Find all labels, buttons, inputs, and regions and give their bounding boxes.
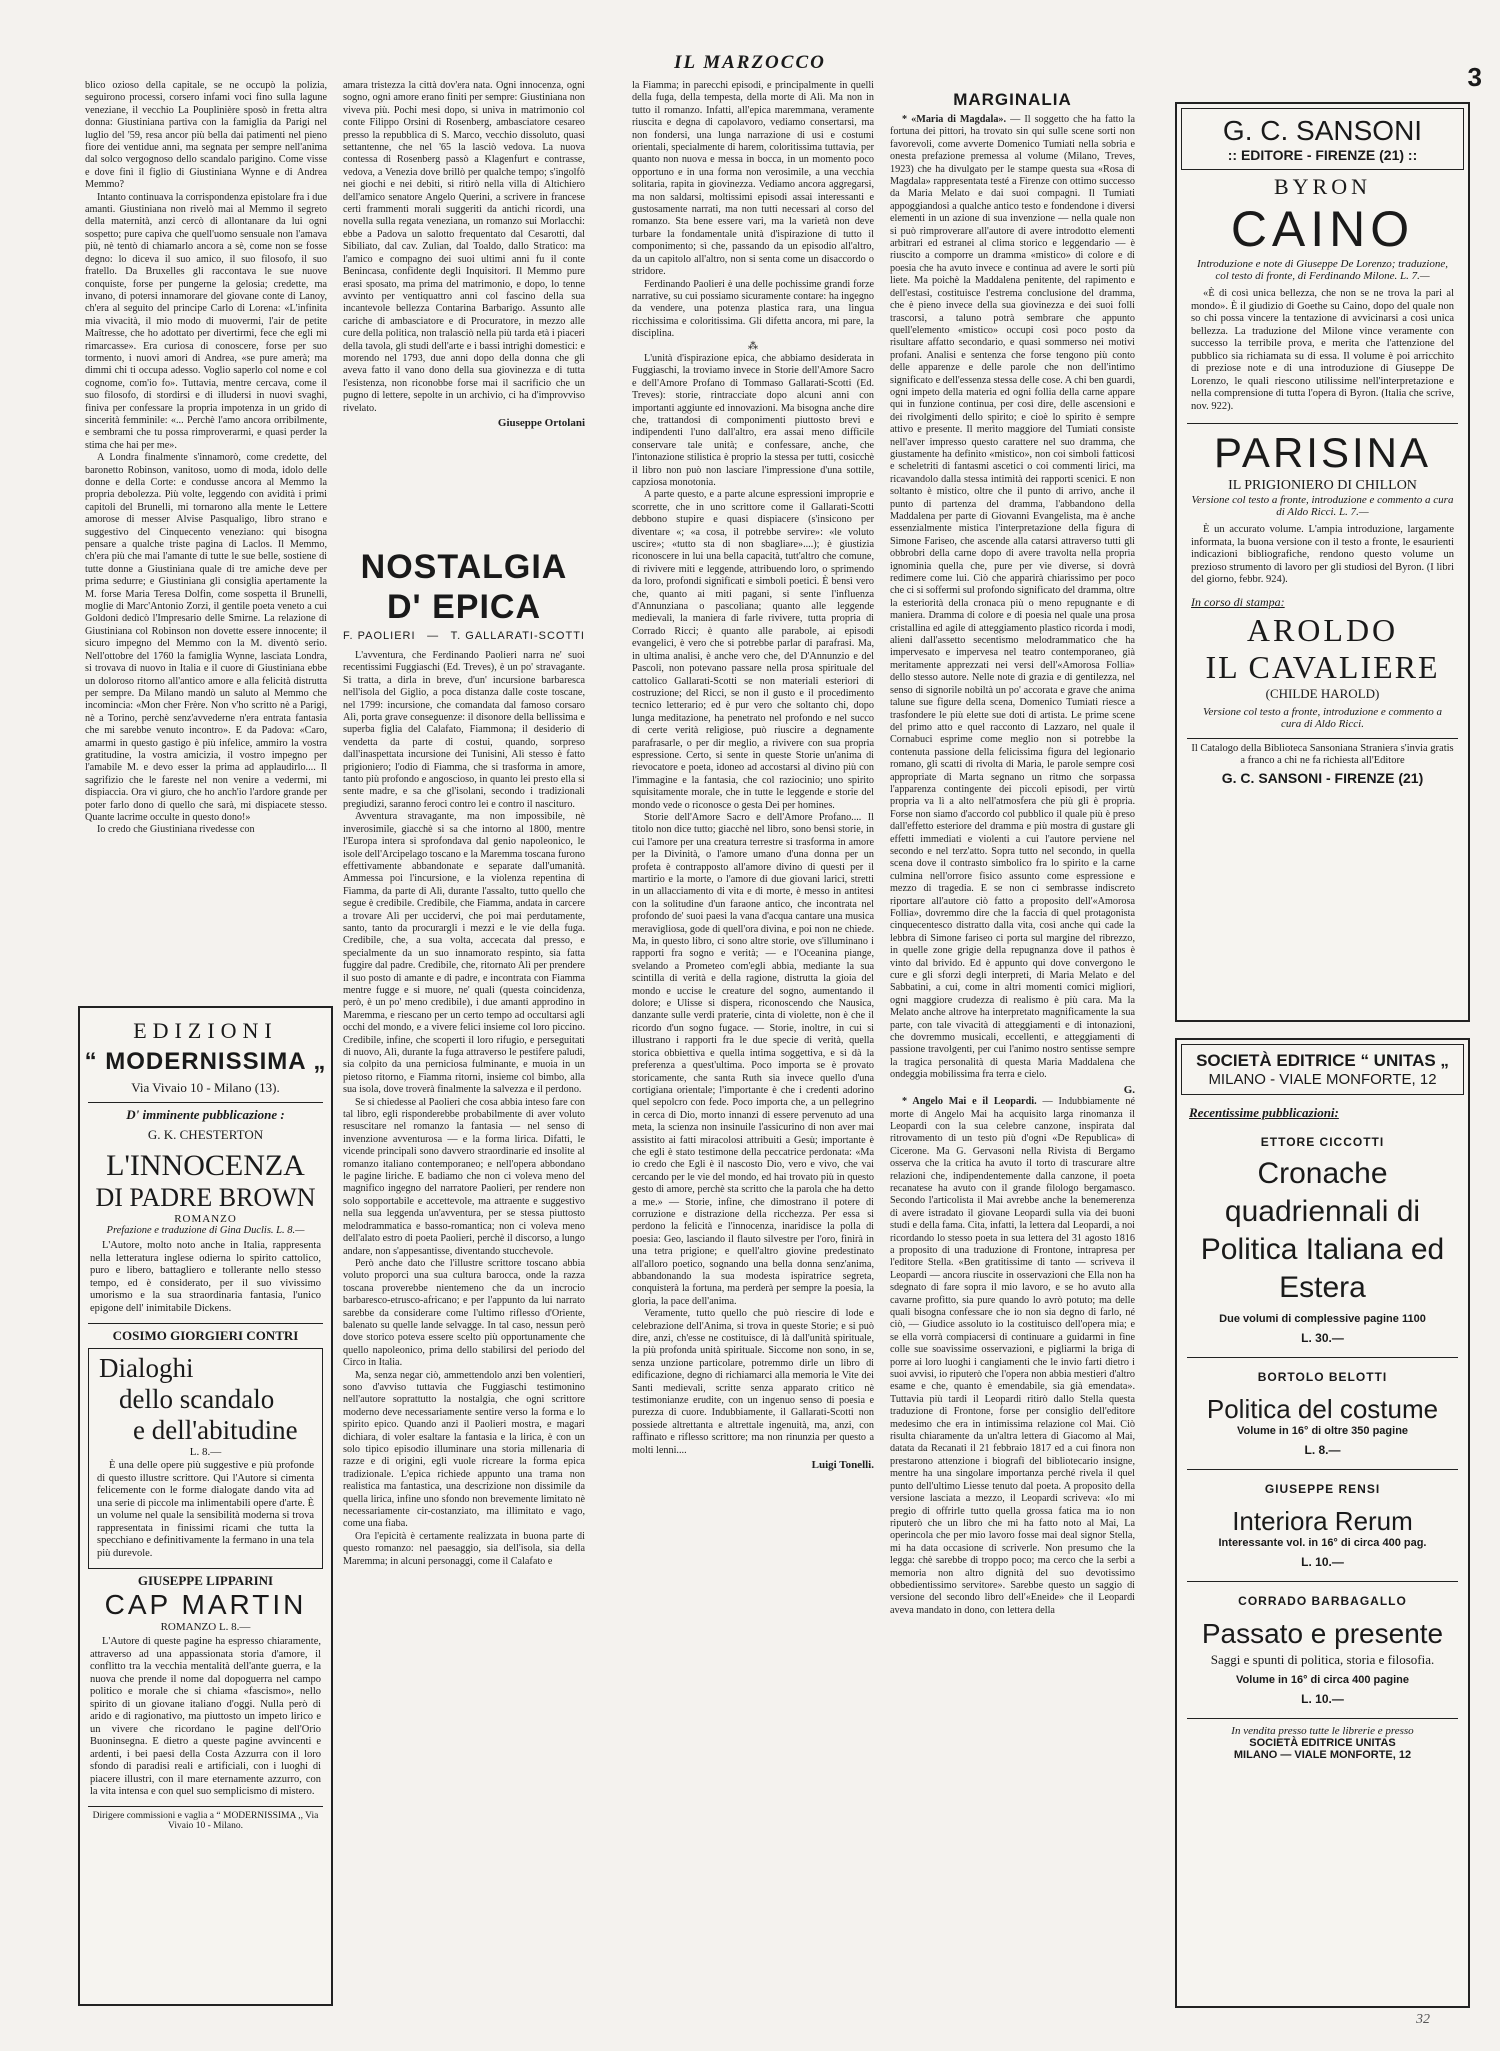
book-author: ETTORE CICCOTTI: [1260, 1135, 1385, 1149]
book-genre: ROMANZO L. 8.—: [160, 1621, 251, 1633]
paragraph: Intanto continuava la corrispondenza epistolare fra i due amanti. Giustiniana non rivelò mai al Memmo il segreto della maternità, anzi cercò di allontanare da lui ogni sospetto; pure capiva che quell'uomo sensuale non l'amava più, nè tentò di chiamarlo ancora a sè, come non se fosse degno: lo diceva il suo amico, il suo filosofo, il suo fratello. Da Bruxelles gli raccontava le sue nuove conquiste, forse per pungerne la gelosia; credette, ma invano, di potersi innamorare del giovane conte di Lanoy, ch'era al seguito del principe Carlo di Lorena: «L'infinita mia vivacità, il mio modo di muovermi, l'air de petite Maîtresse, che ho adottato per divertirmi, fece che egli mi rimarcasse». Era curiosa di conoscere, forse per suo tormento, i nuovi amori di Andrea, «se pure amerà; ma dimmi chi ti occupa adesso. Voglio saperlo col nome e col cognome, com'io fo». Tuttavia, mentre cercava, come il suo filosofo, di stordirsi e di illudersi in nuovi svaghi, finiva per confessare la propria impotenza in un grido di sincerità femminile: «... Perchè l'amo ancora orribilmente, e sembrami che tu possa rimproverarmi, e quasi perder la stima che hai per me».: [85, 191, 327, 451]
book-author: CORRADO BARBAGALLO: [1238, 1594, 1407, 1608]
book-title: IL CAVALIERE: [1205, 648, 1440, 685]
paragraph: A Londra finalmente s'innamorò, come credette, del baronetto Robinson, vanitoso, uomo di moda, idolo delle donne e della Corte: e condusse ancora al Memmo la propria debolezza. Più volte, leggendo con avidità i primi capitoli del Brunelli, mi tornarono alla mente le Lettere amorose di messer Alvise Pasqualigo, libro strano e suggestivo del Cinquecento veneziano: qui bisogna pensare a qualche triste pagina di Laclos. Il Memmo, ch'era più che mai l'amante di tutte le sue belle, sostiene di tutte donne a Giustiniana quale di tre amiche deve per prima sedurre; e Giustiniana gli consiglia apertamente la M. forse Maria Teresa Dolfin, come sospetta il Brunelli, moglie di Marc'Antonio Zorzi, il gentile poeta veneto a cui Goldoni dedicò l'Impresario delle Smirne. La relazione di Giustiniana col Robinson non dovette essere innocente; il sicuro impegno del Memmo con la M. diventò serio. Nell'ottobre del 1760 la famiglia Wynne, lasciata Londra, si trovava di nuovo in Italia e il cuore di Giustiniana ebbe un doloroso ritorno all'antico amore e alla felicità distrutta per sempre. Da Milano mandò un saluto al Memmo che incomincia: «Mon cher Frère. Non v'ho scritto nè a Parigi, nè a Torino, perchè senz'avvederne n'era entrata fantasia che mi sarebbe venuto incontro». E da Padova: «Caro, amarmi in questo gastigo è più infelice, ammiro la vostra gratitudine, la vostra amicizia, il vostro impegno per l'amabile M. e devo esser la prima ad applaudirlo.... Il sagrifizio che le fareste nel non venire a vedermi, mi dispiaccia. Ora vi giuro, che ho anch'io l'ardore grande per poter farlo dono di quello che sarà, mi dispiacete stesso. Quante lacrime occulte in questo dono!»: [85, 452, 327, 823]
book-info: Due volumi di complessive pagine 1100: [1219, 1313, 1426, 1325]
book-title: Politica del costume: [1206, 1394, 1439, 1424]
ad-sansoni: [1175, 102, 1470, 1022]
book-title: e dell'abitudine: [133, 1415, 298, 1445]
book-title: Interiora Rerum: [1232, 1506, 1413, 1536]
page-number: 3: [1467, 62, 1482, 92]
paragraph: [890, 114, 1135, 1082]
book-subtitle: Saggi e spunti di politica, storia e filosofia.: [1210, 1652, 1435, 1667]
book-info: Versione col testo a fronte, introduzione e commento a cura di Aldo Ricci. L. 7.—: [1191, 494, 1454, 518]
article-headline: D' EPICA: [387, 588, 541, 626]
book-author: GIUSEPPE LIPPARINI: [137, 1573, 274, 1588]
author-signature: Giuseppe Ortolani: [497, 416, 585, 429]
book-genre: ROMANZO: [174, 1213, 237, 1225]
book-title: CAP MARTIN: [104, 1589, 307, 1620]
paragraph: Veramente, tutto quello che può riescire di lode e celebrazione dell'Anima, si trova in queste Storie; e si può dire, anzi, ch'esse ne costituisce, di là dall'unità spirituale, la più profonda unità spirituale. Siccome non sono, in se, senza unzione particolare, potremmo dirle un libro di edificazione, degno di richiamarci alla memoria le Vite dei Santi medievali, scritte senza apparato critico nè testimonianze erudite, con un ingenuo senso di poesia e purezza di cuore. Indubbiamente, il Gallarati-Scotti non possiede altrettanta e altrettale ingenuità, ma, anzi, con raffinato e riflesso scrittore; ma non rinunzia per questo a molti lenni....: [632, 1308, 874, 1456]
book-author: COSIMO GIORGIERI CONTRI: [112, 1328, 299, 1343]
publisher-address: Via Vivaio 10 - Milano (13).: [131, 1080, 280, 1095]
paragraph: Però anche dato che l'illustre scrittore toscano abbia voluto proporci una sua cultura barocca, onde la razza toscana proverebbe nientemeno che da un incrocio barbaresco-etrusco-africano; e per l'appunto da lui narrato sarebbe da considerare come l'ultimo riflesso d'Oriente, balenato su quelle lande selvagge. In tal caso, nessun però dove storico poteva essere scelto più opportunamente che quello napoleonico, prima dello stabilirsi del periodo del Circo in Italia.: [343, 1257, 585, 1369]
book-author: BYRON: [1273, 174, 1371, 199]
paragraph: [890, 1096, 1135, 1617]
column-1-article: [85, 80, 327, 1002]
book-price: L. 8.—: [189, 1446, 222, 1458]
publisher-name: G. C. SANSONI: [1222, 115, 1423, 146]
book-description: L'Autore, molto noto anche in Italia, rappresenta nella letteratura inglese odierna lo spirito cattolico, puro e libero, battagliero e tollerante nello stesso tempo, ed è considerato, per il suo vivissimo umorismo e la sua straordinaria fantasia, l'unico epigone dell' inimitabile Dickens.: [90, 1240, 321, 1314]
paragraph: la Fiamma; in parecchi episodi, e principalmente in quelli della fuga, della tempesta, della morte di Alì. Ma non in tutto il romanzo. Infatti, all'epica maremmana, veramente riuscita e degna di capolavoro, vediamo consertarsi, ma non fondersi, una lunga narrazione di usi e costumi orientali, specialmente di harem, coloritissima tuttavia, per quanto non nuova e messa in bocca, in un momento poco opportuno e in una forma non verosimile, a una vecchia solitaria, rapita in giovinezza. Vediamo ancora aggregarsi, ma non saldarsi, moltissimi episodi assai interessanti e gustosamente narrati, ma non tutti necessari al corso del romanzo. Sta bene essere vari, ma la varietà non deve turbare la fondamentale unità d'ispirazione di tutto il componimento; sì che, passando da un episodio all'altro, da un capitolo all'altro, non si senta come un disaccordo o stridore.: [632, 80, 874, 278]
byline-author: F. PAOLIERI: [343, 630, 416, 642]
publisher-address: MILANO - VIALE MONFORTE, 12: [1208, 1071, 1437, 1088]
article-byline: [343, 630, 585, 642]
column-2-article-end: [343, 80, 585, 508]
book-info: Volume in 16° di oltre 350 pagine: [1236, 1425, 1409, 1437]
book-price: L. 30.—: [1301, 1331, 1344, 1345]
section-separator: ⁂: [747, 340, 759, 352]
paragraph: Avventura stravagante, ma non impossibile, nè inverosimile, giacchè si sa che intorno al 1800, mentre l'Europa intera si sprofondava dal genio napoleonico, le isole dell'Arcipelago toscano e la Maremma toscana furono effettivamente abbandonate e separate dall'umanità. Ammessa poi l'incursione, e la violenza repentina di Fiamma, da parte di Alì, durante l'assalto, tutto quello che segue è credibile. Credibile, che Fiamma, andata in carcere a trovare Alì per uccidervi, che poi mai perdutamente, santo, tanto da procurargli i mezzi e le vie della fuga. Credibile, che, a sua volta, accecata dal presso, e specialmente da un suo innamorato respinto, sia fatta fuggire dal padre. Credibile, che, ritornato Alì per prendere il suo posto di amante e di padre, e incontrata con Fiamma mentre fugge e si muore, ne' quali (questa coincidenza, però, è un po' meno credibile), i due amanti approdino in Maremma, e riescano per un certo tempo ad occultarsi agli occhi del mondo, e a vivere felici insieme col loro piccino. Credibile, infine, che scoperti il loro rifugio, e perseguitati di nuovo, Alì, durante la fuga attraverso le pestifere paludi, sia colpito da una perniciosa fulminante, e muoia in un pietoso ritorno, e Fiamma ritorni, insieme col bimbo, alla sua isola, dove troverà finalmente la salvezza e il perdono.: [343, 811, 585, 1096]
book-info: Interessante vol. in 16° di circa 400 pag.: [1218, 1537, 1427, 1549]
publisher-name: “ MODERNISSIMA „: [84, 1048, 327, 1075]
book-description: L'Autore di queste pagine ha espresso chiaramente, attraverso ad una appassionata storia d'amore, il conflitto tra la vecchia mentalità dell'ante guerra, e la nuova che prende il nome dal dopoguerra nel campo politico e morale che si chiama «fascismo», nello spirito di un giovane italiano d'oggi. Nulla però di arido e di ragionativo, ma piuttosto un impeto lirico e un vivere che ricordano le pagine dell'Orio Buoninsegna. E dietro a queste pagine avvincenti e ardenti, i bei paesi della Costa Azzurra con il loro sfondo di paradisi reali e artificiali, con i luoghi di piacere illustri, con il mare eternamente azzurro, con la vita intensa e con quel suo semplicismo di mistero.: [90, 1636, 321, 1797]
book-price: L. 10.—: [1301, 1692, 1344, 1706]
recent-label: Recentissime pubblicazioni:: [1189, 1105, 1339, 1120]
paragraph-body: — Indubbiamente né morte di Angelo Mai ha acquisito larga rinomanza il Leopardi con la sua celebre canzone, inspirata dal ritrovamento di un testo più d'ogni «De Republica» di Cicerone. Ma G. Gervasoni nella Rivista di Bergamo osserva che la critica ha avuto il torto di trascurare altre relazioni che, indipendentemente dalla canzone, il poeta recanatese ha avuto con il grande filologo bergamasco. Secondo l'articolista il Mai avrebbe anche la benemerenza di avere istradato il giovane Leopardi sulla via dei buoni studi e della fama. Cita, infatti, la lettera dal Leopardi, a noi ricordando lo stesso poeta in sua lettera del 31 agosto 1816 a proposito di una traduzione di Frontone, intrapresa per l'editore Stella. «Ben gratitissime di tanto — scriveva il Leopardi — ancora riuscite in osservazioni che Ella non ha sdegnato di fare sopra il mio lavoro, e se ho avuto alla cavarne profitto, sia pure quando lo avrò potuto; ma delle quali bisogna confessare che io non sia degno di farlo, né ciò, — Giudice assoluto io la costituisco dell'opera mia; e se ella vorrà compiacersi di continuare a guidarmi in fine colle sue soavissime osservazioni, e pigliarmi la briga di porre ai loro luoghi i cangiamenti che le invio farti dietro i suoi avvisi, io riputerò che l'opera non abbia mestieri d'altro esame e che, quanto è emendabile, sia già emendata». Tuttavia più tardi il Leopardi ritirò dallo Stella questa traduzione di Frontone, forse per consiglio dell'editore medesimo che era in intimissima relazione col Mai. Ciò risulta chiaramente da un'altra lettera di Giacomo al Mai, datata da Recanati il 21 febbraio 1817 ed a cui finora non prestarono attenzione i biografi del bibliotecario insigne, mentre ha una singolare importanza perché rivela il quel punto dell'ultimo Liesse tenuto dal poeta. A proposito della versione lasciata a mezzo, il Leopardi scriveva: «Io mi pregio di offrirle tutto quella grossa fatica ma io non riputerò che un libro che mi ha fatto noto al Mai, La operincola che per mio lavoro fosse mai deal signor Stella, mi ha data occasione di scriverle. Non presumo che la legga: chè sarebbe di troppo poco; ma cerco che la serbi a memoria non altro dignità del suo devotissimo obbedientissimo servitore». Sarebbe questo un saggio di versione del secondo libro dell'«Eneide» che il Leopardi aveva mandato in dono, con lettera della: [890, 1096, 1135, 1616]
book-author: GIUSEPPE RENSI: [1264, 1482, 1381, 1496]
publisher-name: SOCIETÀ EDITRICE “ UNITAS „: [1196, 1051, 1449, 1070]
paragraph-lead: * Angelo Mai e il Leopardi.: [902, 1096, 1037, 1108]
book-subtitle: (CHILDE HAROLD): [1265, 685, 1380, 701]
book-price: L. 8.—: [1304, 1443, 1341, 1457]
ad-footer: In vendita presso tutte le librerie e presso: [1231, 1725, 1414, 1737]
article-headline: NOSTALGIA: [360, 548, 568, 586]
byline-author: T. GALLARATI-SCOTTI: [450, 630, 585, 642]
section-title: MARGINALIA: [953, 90, 1072, 109]
ad-footer: MILANO — VIALE MONFORTE, 12: [1233, 1749, 1412, 1761]
book-info: Versione col testo a fronte, introduzione e commento a cura di Aldo Ricci.: [1202, 705, 1442, 730]
book-title: CAINO: [1230, 201, 1415, 257]
book-title: L'INNOCENZA: [106, 1149, 305, 1182]
newspaper-title: IL MARZOCCO: [674, 52, 826, 73]
paragraph: blico ozioso della capitale, se ne occupò la polizia, seguirono processi, corsero infami voci fino sulla lagune veneziane, il vecchio La Pouplinière sposò in fretta altra donna: Giustiniana partiva con la famiglia da Parigi nel luglio del '59, resa ancor più bella dai patimenti nel pieno fiore dei ventidue anni, ma segnata per sempre nell'anima dal solco vergognoso dello scandalo parigino. Come visse e dove finì il figlio di Giustiniana Wynne e di Andrea Memmo?: [85, 80, 327, 191]
book-price: L. 10.—: [1301, 1555, 1344, 1569]
paragraph: Ora l'epicità è certamente realizzata in buona parte di questo romanzo: nel paesaggio, sia dell'isola, sia della Maremma; in alcuni personaggi, come il Calafato e: [343, 1530, 585, 1567]
catalog-note: Il Catalogo della Biblioteca Sansoniana Straniera s'invia gratis a franco a chi ne fa richiesta all'Editore: [1191, 742, 1454, 766]
paragraph: amara tristezza la città dov'era nata. Ogni innocenza, ogni sogno, ogni amore erano finiti per sempre: Giustiniana non viveva più. Pochi mesi dopo, si univa in matrimonio col conte Filippo Orsini di Rosenberg, ambasciatore cesareo presso la repubblica di S. Marco, vecchio dissoluto, quasi settantenne, che nel '65 la lasciò vedova. La nuova contessa di Rosenberg passò a Klagenfurt e contrasse, vedova, a Venezia dove brillò per qualche tempo; s'ingolfò nei giochi e nei debiti, si ritirò nella villa di Altichiero dell'amico senatore Angelo Querini, a scrivere in francese certi frammenti morali suggeriti da antichi ricordi, una novella sulla regata veneziana, un romanzo sui Morlacchi: ebbe a Padova un salotto frequentato dal Cesarotti, dal Sibiliato, dal cav. Zulian, dal Toaldo, dallo Stratico: ma l'amico e compagno dei suoi ultimi anni fu il conte Benincasa, confidente degli Inquisitori. Il Memmo pure erasi sposato, ma prima del matrimonio, e dopo, lo tenne avvinto per ventiquattro anni col fascino della sua incantevole bellezza Contarina Barbarigo. Assunto alle cariche di ambasciatore e di Procuratore, in mezzo alle cure della politica, non tralasciò nella più tarda età i piaceri della tavola, gli studi dell'arte e i bassi intrighi domestici: e morendo nel 1793, due anni dopo della donna che gli aveva fatto il vano dono della sua giovinezza e di tutta l'esistenza, non riconobbe forse mai il sacrificio che un pugno di lettere, sepolte in un archivio, ci ha d'improvviso rivelato.: [343, 80, 585, 414]
paragraph: L'unità d'ispirazione epica, che abbiamo desiderata in Fuggiaschi, la troviamo invece in Storie dell'Amore Sacro e dell'Amore Profano di Tommaso Gallarati-Scotti (Ed. Treves): storie, rintracciate dopo alcuni anni con importanti aggiunte ed innovazioni. Ma bisogna anche dire che, trattandosi di componimenti piuttosto brevi e indipendenti l'uno dall'altro, era assai meno difficile conservare tale unità; e confessare, anche, che l'intonazione stilistica è proprio la stessa per tutti, cosicchè il libro non può non lasciare l'impressione d'una sottile, capziosa monotonia.: [632, 352, 874, 488]
book-description: È un accurato volume. L'ampia introduzione, largamente informata, la buona versione con il testo a fronte, le esaurienti indicazioni bibliografiche, rendono questo volume un prezioso strumento di lavoro per gli studiosi del Byron. (I libri del giorno, febbr. 924).: [1191, 524, 1454, 585]
book-title: Cronache quadriennali di Politica Italiana ed Estera: [1200, 1157, 1445, 1304]
author-signature: Luigi Tonelli.: [811, 1459, 874, 1472]
in-press-label: In corso di stampa:: [1191, 594, 1285, 609]
book-info: Introduzione e note di Giuseppe De Lorenzo; traduzione, col testo di fronte, di Ferdinando Milone. L. 7.—: [1197, 258, 1448, 282]
book-title: PARISINA: [1214, 429, 1431, 476]
paragraph: Se si chiedesse al Paolieri che cosa abbia inteso fare con tal libro, egli risponderebbe probabilmente di aver voluto resuscitare nel romanzo la fantasia — nel senso di invenzione avventurosa — e la forma lirica. Difatti, le vicende principali sono davvero straordinarie ed insolite al romanzo italiano contemporaneo; e nell'opera abbondano le pagine liriche. E badiamo che non ci voleva meno del magnifico ingegno del narratore Paolieri, per rendere non solo sopportabile e accettevole, ma attraente e suggestivo nella sua leggenda un'avventura, per se stessa piuttosto melodrammatica e basso-romantica; non ci voleva meno dell'alato estro di poeta Paolieri, perchè il discorso, a lungo andare, non s'appesantisse, diventando stucchevole.: [343, 1096, 585, 1257]
book-title: dello scandalo: [119, 1384, 275, 1414]
imminent-label: D' imminente pubblicazione :: [126, 1107, 285, 1122]
ad-unitas: [1175, 1038, 1470, 2008]
book-subtitle: IL PRIGIONIERO DI CHILLON: [1228, 478, 1417, 493]
paragraph: Ferdinando Paolieri è una delle pochissime grandi forze narrative, su cui possiamo sicuramente contare: ha ingegno da vendere, una potenza plastica rara, una lingua ricchissima e coloritissima. Gli difetta ancora, mi pare, la disciplina.: [632, 278, 874, 340]
paragraph: Io credo che Giustiniana rivedesse con: [97, 824, 255, 836]
publisher-address: :: EDITORE - FIRENZE (21) ::: [1227, 147, 1418, 163]
book-author: BORTOLO BELOTTI: [1257, 1370, 1388, 1384]
book-title: Dialoghi: [99, 1353, 194, 1383]
corner-mark: 32: [1416, 2012, 1430, 2027]
paragraph-body: — Il soggetto che ha fatto la fortuna dei pittori, ha trovato sin qui sulle scene sorti non favorevoli, come avverte Domenico Tumiati nella sobria e onesta prefazione premessa al volume (Milano, Treves, 1923) che ha divulgato per le stampe questa sua «Rosa di Magdala» rappresentata testé a Firenze con ottimo successo da Maria Melato e dai suoi compagni. Il Tumiati appoggiandosi a qualche antico testo e fondendone i diversi elementi in un azione di sua invenzione — nella quale non si può rimproverare all'autore di avere introdotto elementi arbitrari ed estranei al clima storico e leggendario — è riuscito a comporre un dramma «mistico» di colore e di poesia che ha avuto invece e continua ad avere le sorti più liete. Ma poichè la Maddalena penitente, del rapimento e dell'estasi, costituisce l'estrema conclusione del dramma, che è pieno invece della sua giovinezza e dei suoi folli trascorsi, a taluno potrà sembrare che appunto quell'elemento «mistico» occupi così poco posto da risultare affatto secondario, e quasi sommerso nei motivi profani. Analisi e sentenza che forse tengono più conto delle apparenze e delle parole che non dell'intimo significato e dell'essenza stessa delle cose. A chi ben guardi, ogni impeto della materia ed ogni follia della carne appare qui in funzione continua, per così dire, delle ascensioni e dei rivolgimenti dello spirito; e cioè lo spirito è sempre attivo e presente. Il merito maggiore del Tumiati consiste nell'aver impresso questo carattere nel suo dramma, che giustamente ha definito «mistico», non coi simboli fatticosi e scheletriti di fantasmi ascetici o coi commenti lirici, ma ricavandolo dalla stessa intimità dei rapporti scenici. E non soltanto è mistico, oltre che il punto di arrivo, anche il punto di partenza del dramma, l'abbandono della Maddalena per parte di Giovanni Evangelista, ma è anche essenzialmente mistica l'interpretazione della figura di Simone Fariseo, che ascende alla catarsi attraverso tutti gli obbrobri della carne dopo di avere travolta nella propria ignominia quella che, pure per vie diverse, si dovrà redimere come lui. Ciò che apparirà chiarissimo per poco che ci si soffermi sul profondo significato del dramma, oltre la esteriorità della cronaca più o meno repugnante e di maniera. Dramma di colore e di poesia nel quale una prosa cristallina ed agile di atteggiamento plastico ricorda i modi, alieni dall'assetto secentismo melodrammatico che ha impervesato e impervesa nel teatro contemporaneo, già meritamente apprezzati nei versi dell'«Amorosa Follia» dello stesso autore. Nelle note di grazia e di gentilezza, nel senso di signorile nobiltà un po' accorata e grave che anima talune sue figure della scena, Domenico Tumiati riesce a trasfondere le più elette sue doti di artista. Le prime scene del primo atto e quel racconto di Lazzaro, nel quale il Cornabuci esprime come meglio non si potrebbe la contenuta passione della felicissima figura del legionario romano, gli scatti di rivolta di Maria, le parole sempre così appropriate di Marta segnano un ritmo che sorpassa l'apparenza contingente dei piccoli episodi, per virtù propria va lì a alto nell'atmosfera che più gli è propria. Forse non siamo d'accordo col pubblico il quale più è preso dall'effetto esteriore del dramma e più mostra di gustare gli effetti immediati e violenti a cui l'autore perviene nel secondo e nel terz'atto. Sopra tutto nel secondo, in quella scena dove il contrasto simbolico fra lo spirito e la carne culmina nell'orrore fisico assunto come espressione e mezzo di tragedia. E se non ci sembrasse indiscreto riportare all'autore ciò fatto a proposito dell'«Amorosa Follia», dovremmo dire che la faccia di quel protagonista cinquecentesco distratto dalla vita, così anche qui cade la lebbra di Simone fariseo ci porta sul margine del ribrezzo, in quelle zone grigie della repugnanza dove il pathos è vinto dal brivido. Ed è appunto qui dove convergono le cure e gli sforzi degli interpreti, di Maria Melato e del Sabbatini, a cui, come in altri momenti comici migliori, ogni maggiore crudezza di realismo è più cara. Ma la Melato anche altrove ha interpretato magnificamente la sua parte, con tale vivacità di atteggiamenti e di intonazioni, che dovremmo musicali, eccellenti, e atteggiamenti di passione travolgenti, per cui l'animo nostro sentisse sempre la tragica personalità di questa Maria Maddalena che ondeggia mobilissima fra terra e cielo.: [890, 114, 1135, 1081]
book-info: Prefazione e traduzione di Gina Duclis. L. 8.—: [106, 1225, 305, 1236]
paragraph: L'avventura, che Ferdinando Paolieri narra ne' suoi recentissimi Fuggiaschi (Ed. Treves), è un po' stravagante. Si tratta, a dirla in breve, d'un' incursione barbaresca nell'isola del Giglio, a poca distanza dalle coste toscane, nel 1799: incursione, che comandata dal famoso corsaro Alì, porta grave conseguenze: il disonore della bellissima e superba figlia del Calafato, Fiammona; il desiderio di vendetta da parte di costui, quando, sorpreso dall'inaspettata incursione dei Tunisini, Alì stesso è fatto prigioniero; l'odio di Fiamma, che si trasforma in amore, tanto più profondo e angoscioso, in quanto lei presto ella si sente madre, e sa che gl'isolani, secondo i tradizionali pregiudizi, saranno feroci contro lei e contro il nascituro.: [343, 650, 585, 810]
ad-modernissima: [78, 1006, 333, 2006]
column-3-article: [632, 80, 874, 2010]
book-title: DI PADRE BROWN: [95, 1183, 316, 1212]
paragraph: Storie dell'Amore Sacro e dell'Amore Profano.... Il titolo non dice tutto; giacchè nel libro, sono bensì storie, in cui l'amore per una creatura terrestre si trasforma in amore per la Divinità, o l'amore umano d'una donna per un profeta è contrapposto all'amore divino di questi per il martirio e la morte, o l'amore di due giovani larici, stretti in un allacciamento di vita e di morte, è messo in antitesi con la solitudine d'un faraone antico, che incontrata nel profondo de' suoi paesi la vana d'acqua cantare una musica meravigliosa, gode di quell'ora divina, e poi non ne chiede. Ma, in questo libro, ci sono altre storie, ove s'illuminano i rapporti fra sogno e verità; — e l'Oceanina piange, svelando a Prometeo com'egli abbia, mediante la sua scintilla di verità e della ragione, distrutta la gioia del mondo e uccise le creature del sogno, aumentando il dolore; e Ulisse si dispera, riconoscendo che Nausica, danzante sulle verdi praterie, cinta di violette, non è che il ricordo d'un sogno fugace. — Storie, inoltre, in cui si illustrano i rapporti fra le due specie di verità, quella storica obbiettiva e quella intima soggettiva, e si dà la preferenza a quest'ultima. Poco importa se è provato storicamente, che santa Ruth sia invece quello d'una cortigiana orientale; l'importante è che i credenti adorino quel sepolcro con fede. Poco importa che, a un pellegrino in cerca di Dio, morto innanzi di essere pervenuto ad una meta, la scienza non insinuile l'assicurino di non aver mai assistito ai fatti miracolosi attribuiti a Gesù; importante è che egli è stato testimone della peccatrice perdonata: «Ma io credo che Egli è il nascosto Dio, vero e vivo, che vai cercando per le vie del mondo, ed hai trovato più in questo gesto di amore, perchè sta scritto che la parola che ha detto a me.» — Storie, infine, che dimostrano il potere di corruzione e distrazione della ricchezza. Per essa si perdono la felicità e l'innocenza, inaridisce la polla di poesia: Geo, lasciando il flauto silvestre per l'oro, finirà in una tetra prigione; e quell'altro giovine predestinato all'alloro poetico, sognando una bella donna senz'anima, abbandonando la sua modesta ispiratrice segreta, conquisterà la fortuna, ma perderà per sempre la poesia, la gloria, la pace dell'anima.: [632, 811, 874, 1307]
marginalia-column: [890, 114, 1135, 2010]
book-description: È una delle opere più suggestive e più profonde di questo illustre scrittore. Qui l'Autore si cimenta felicemente con le forme dialogate dando vita ad una serie di piccole ma inlimentabili opere d'arte. È un volume nel quale la sensibilità moderna si trova rappresentata in finissimi ricami che tutta la specchiano e definitivamente la fermano in una tela più durevole.: [97, 1460, 314, 1559]
paragraph: A parte questo, e a parte alcune espressioni improprie e scorrette, che in uno scrittore come il Gallarati-Scotti debbono stupire e quasi dispiacere (s'insicono per diventare «; «a cosa, il potrebbe servire»: «le voluto uscire»; «tutto sta di non sbagliare»....); è giustizia riconoscere in lui una bella capacità, tutt'altro che comune, di rivivere miti e leggende, attribuendo loro, o sprimendo da loro, profondi significati e simboli poetici. È bensì vero che, quanto ai miti pagani, si sente l'influenza d'Annunziana o pascoliana; quanto alle leggende medievali, la maniera di farle rivivere, tutta propria di Corrado Ricci; è quanto alle parabole, ai episodi evangelici, è vero che si potrebbe parlar di parafrasi. Ma, in ultima analisi, è anche vero che, del D'Annunzio e del Pascoli, non potevano passare nella prosa spirituale del cattolico Gallarati-Scotti se non materiali esteriori di costruzione; del Ricci, se non il gusto e il procedimento tecnico letterario; ed è pur vero che soltanto chi, dopo lunga meditazione, ha penetrato nel profondo e nel succo di certe verità religiose, può riuscire a degnamente parafrasarle, o per dir meglio, a rivivere con sua propria espressione. Certo, si sente in queste Storie un'anima di rievocatore e poeta, idoneo ad accostarsi al divino più con l'immagine e la fantasia, che col raziocinio; uno spirito squisitamente morale, che in tutte le leggende e storie del mondo vede o riconosce o gesta Dei per homines.: [632, 489, 874, 811]
book-description: «È di così unica bellezza, che non se ne trova la pari al mondo». È il giudizio di Goethe su Caino, dopo del quale non so chi possa vincere la tentazione di avvicinarsi a così unica bellezza. La traduzione del Milone vince veramente con successo la terribile prova, e merita che l'attenzione del pubblico sia richiamata su di essa. Il volume è poi arricchito di preziose note e di una introduzione di Giuseppe De Lorenzo, le quali riescono utilissime nell'interpretazione e nella comprensione di tutta l'opera di Byron. (Italia che scrive, nov. 922).: [1191, 288, 1454, 412]
publisher-name: G. C. SANSONI - FIRENZE (21): [1221, 769, 1424, 786]
book-author: G. K. CHESTERTON: [147, 1127, 264, 1142]
column-2-article: [343, 650, 585, 2010]
paragraph-lead: * «Maria di Magdala».: [902, 114, 1007, 125]
byline-separator: —: [427, 630, 440, 642]
ad-footer: SOCIETÀ EDITRICE UNITAS: [1249, 1737, 1396, 1749]
author-signature: G.: [1123, 1083, 1135, 1096]
ad-footer: Dirigere commissioni e vaglia a “ MODERNISSIMA ,, Via Vivaio 10 - Milano.: [92, 1810, 319, 1831]
book-title: Passato e presente: [1201, 1618, 1444, 1649]
ad-label: EDIZIONI: [133, 1018, 278, 1043]
paragraph: Ma, senza negar ciò, ammettendolo anzi ben volentieri, sono d'avviso tuttavia che Fuggiaschi testimonino nell'autore soprattutto la nostalgia, che ogni scrittore moderno deve necessariamente sentire verso la forma e lo spirito epico. Quando anzi il Paolieri mostra, e magari dichiara, di voler esaltare la fantasia e la lirica, è con un solo tipico episodio illuminare una storia millenaria di razze e di origini, egli vuole ricreare la forma epica tradizionale. L'epica richiede appunto una trama non realistica ma fantastica, una descrizione non dissimile da quella lirica, infine uno sfondo non brevemente limitato nè necessariamente cir-costanziato, ma illimitato e vago, come una fiaba.: [343, 1369, 585, 1530]
book-title: AROLDO: [1246, 611, 1399, 648]
book-info: Volume in 16° di circa 400 pagine: [1236, 1674, 1409, 1686]
